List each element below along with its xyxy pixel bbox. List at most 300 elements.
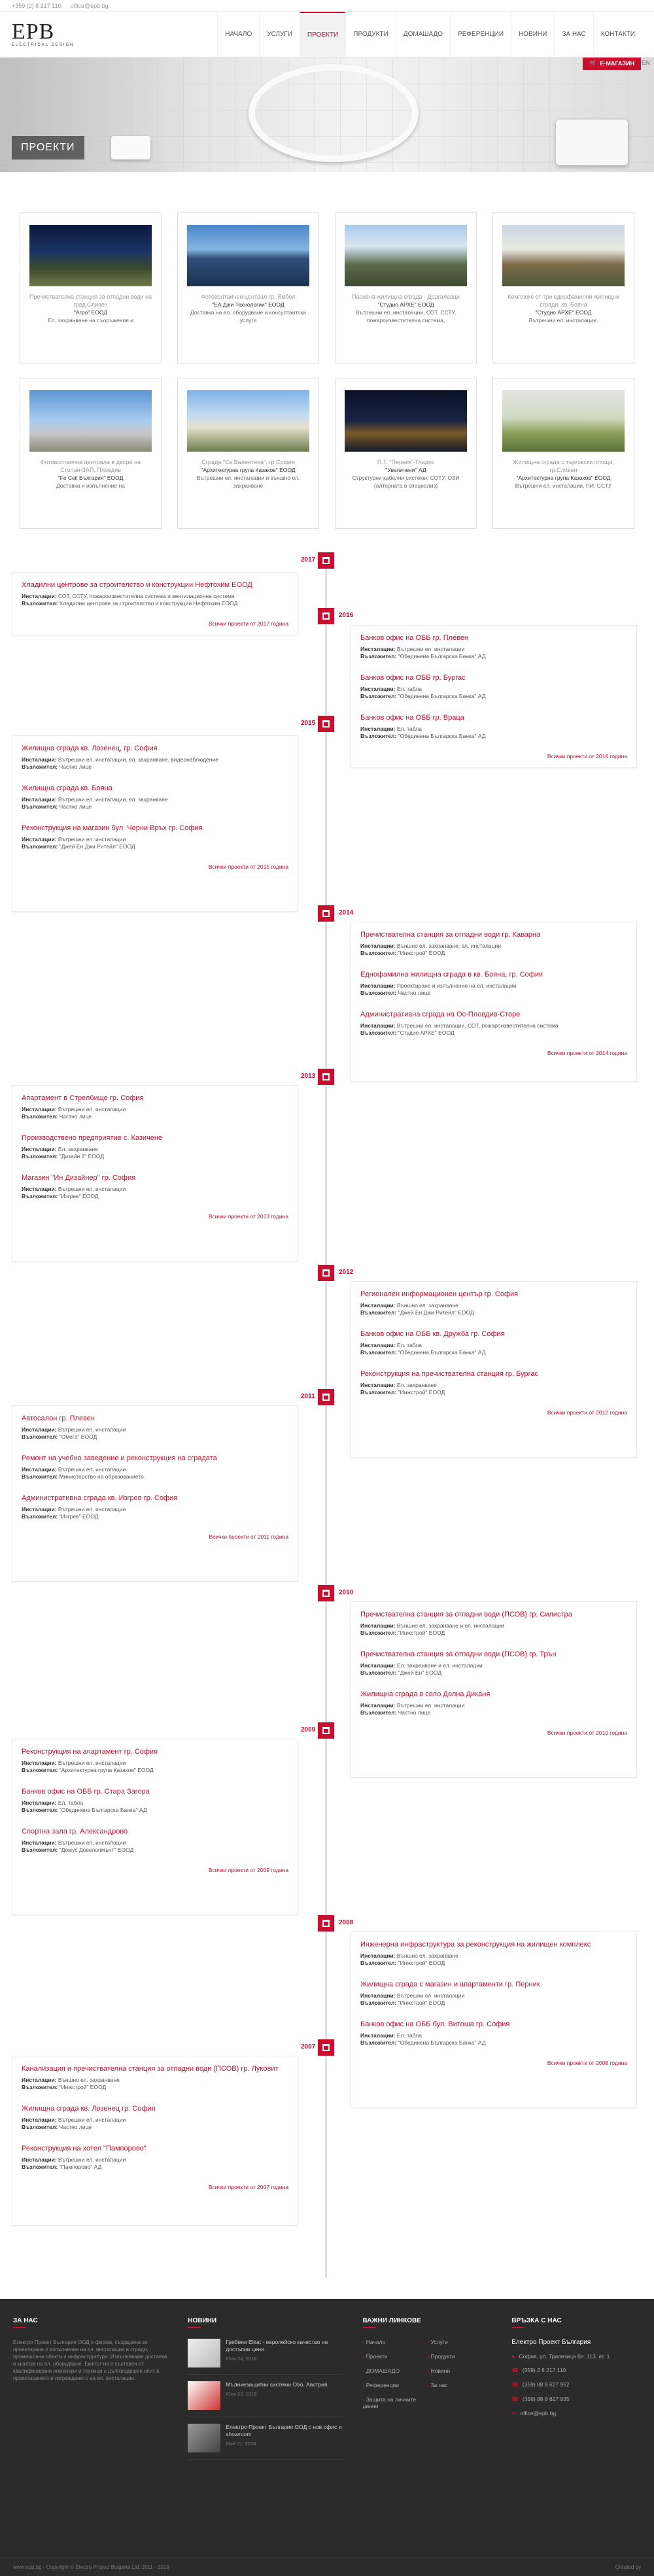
timeline-assignor-row xyxy=(22,843,288,850)
install-value: Вътрешни ел. инсталации xyxy=(58,1839,126,1846)
assignor-label: Възложител: xyxy=(360,1349,397,1356)
timeline-project-title[interactable]: Реконструкция на пречиствателна станция гр. Бургас xyxy=(360,1370,538,1378)
language-switch[interactable]: EN xyxy=(642,59,650,66)
project-title: Фотоволтаична централа в двора на Стопан-ЗАП, Пловдив xyxy=(40,459,141,473)
timeline-project[interactable] xyxy=(22,580,288,607)
timeline-install-row xyxy=(360,1342,627,1349)
install-label: Инсталации: xyxy=(22,2116,57,2123)
timeline-project-title[interactable]: Регионален информационен център гр. София xyxy=(360,1290,519,1298)
timeline-assignor-row xyxy=(360,1960,627,1967)
timeline-assignor-row xyxy=(360,1669,627,1677)
news-item[interactable] xyxy=(188,2424,343,2460)
timeline-project[interactable] xyxy=(22,784,288,811)
timeline-box xyxy=(12,1739,298,1915)
footer-about-text: Електро Проект България ООД е фирма, създадена за проектиране и изпълнение на ел. инсталации в сгради, промишлени обекти и инфраструктура. Изпълняваме доставка и монтаж на ел. оборудване. Екипът ни е съставен от квалифицирани инженери и техници с дългогодишен опит в проектирането и изграждането на ел. инсталации. xyxy=(13,2339,167,2381)
timeline-project-title[interactable]: Автосалон гр. Плевен xyxy=(22,1414,95,1422)
footer xyxy=(0,2299,654,2576)
timeline-project[interactable] xyxy=(22,2104,288,2131)
install-value: Вътрешни ел. инсталации xyxy=(58,2116,126,2123)
all-projects-link[interactable]: Всички проекти от 2017 година xyxy=(208,620,288,627)
all-projects-link[interactable]: Всички проекти от 2014 година xyxy=(547,1050,627,1056)
timeline-install-row xyxy=(22,1426,288,1433)
install-label: Инсталации: xyxy=(360,1302,396,1309)
timeline-project[interactable] xyxy=(360,1010,627,1037)
project-title: П.Т. "Перник"-Гладко xyxy=(377,459,435,465)
install-value: Ел. захранване xyxy=(396,1382,437,1388)
install-value: Ел. захранване и ел. инсталации xyxy=(396,1662,483,1669)
footer-about xyxy=(13,2317,168,2466)
assignor-label: Възложител: xyxy=(22,2124,58,2130)
install-label: Инсталации: xyxy=(22,1466,57,1473)
footer-link[interactable]: › Проекти xyxy=(363,2353,428,2360)
timeline-project-title[interactable]: Жилищна сграда в село Долна Диканя xyxy=(360,1690,490,1698)
timeline-project[interactable] xyxy=(22,1827,288,1854)
project-card[interactable] xyxy=(177,212,319,363)
all-projects-link[interactable]: Всички проекти от 2009 година xyxy=(208,1867,288,1873)
address-text: София, ул. Трапезица бл. 113, ет. 1 xyxy=(519,2353,610,2360)
timeline-project[interactable] xyxy=(22,2144,288,2171)
mobile-text[interactable]: (359) 88 8 627 952 xyxy=(522,2381,570,2388)
footer-about-title: ЗА НАС xyxy=(13,2317,168,2328)
project-description: Вътрешни ел. инсталации, ПИ, ССТУ xyxy=(515,482,612,489)
project-client: "ЕА Джи Технологии" ЕООД xyxy=(212,301,284,308)
assignor-value: "Пампорово" АД xyxy=(59,2164,102,2170)
timeline-project[interactable] xyxy=(22,824,288,850)
install-value: Вътрешни ел. инсталации xyxy=(58,1186,126,1192)
project-image xyxy=(502,225,625,286)
timeline-project[interactable] xyxy=(22,1494,288,1520)
install-value: Ел. табла xyxy=(396,686,422,692)
timeline-install-row xyxy=(360,1992,627,1999)
calendar-icon xyxy=(322,1920,330,1927)
project-card[interactable] xyxy=(335,212,477,363)
assignor-value: "Джей Ен Джи Ритейл" ЕООД xyxy=(398,1309,474,1316)
project-title: Жилищна сграда с търговски площи, гр.Сливен xyxy=(513,459,614,473)
timeline-project[interactable] xyxy=(360,2020,627,2047)
install-label: Инсталации: xyxy=(22,1506,57,1513)
timeline-project-title[interactable]: Пречиствателна станция за отпадни води (ПСОВ) гр. Трън xyxy=(360,1650,557,1658)
timeline-project-title[interactable]: Жилищна сграда с магазин и апартаменти гр. Перник xyxy=(360,1981,540,1988)
timeline-project[interactable] xyxy=(360,1690,627,1716)
timeline-project-title[interactable]: Банков офис на ОББ кв. Дружба гр. София xyxy=(360,1330,505,1338)
project-client: "Fe Ceil България" ЕООД xyxy=(58,475,124,481)
timeline-project[interactable] xyxy=(22,1133,288,1160)
timeline-project-title[interactable]: Инженерна инфраструктура за реконструкция на жилищен комплекс xyxy=(360,1941,591,1949)
project-image xyxy=(187,225,309,286)
timeline-project-title[interactable]: Канализация и пречиствателна станция за отпадни води (ПСОВ) гр. Луковит xyxy=(22,2065,279,2073)
email-text[interactable]: office@epb.bg xyxy=(520,2410,557,2417)
timeline-project[interactable] xyxy=(22,1094,288,1120)
timeline-assignor-row xyxy=(360,653,627,660)
news-item[interactable] xyxy=(188,2381,343,2417)
timeline-project[interactable] xyxy=(360,713,627,740)
assignor-label: Възложител: xyxy=(22,2084,58,2090)
install-label: Инсталации: xyxy=(360,2032,396,2039)
timeline-install-row xyxy=(22,1146,288,1153)
assignor-label: Възложител: xyxy=(360,1709,397,1716)
timeline-project[interactable] xyxy=(22,1787,288,1814)
footer-contact xyxy=(511,2317,641,2466)
install-value: Вътрешни ел. инсталации xyxy=(58,836,126,843)
install-label: Инсталации: xyxy=(22,756,57,763)
assignor-value: Хладилни центрове за строителство и конструкции Нефтохим ЕООД xyxy=(59,600,238,607)
assignor-label: Възложител: xyxy=(22,1113,58,1120)
project-description: Доставка и изпълнение на xyxy=(56,482,125,489)
timeline-assignor-row xyxy=(22,2164,288,2171)
assignor-label: Възложител: xyxy=(22,1193,58,1199)
year-badge xyxy=(318,1722,334,1739)
timeline-project-title[interactable]: Магазин "Ин Дизайнер" гр. София xyxy=(22,1174,136,1182)
timeline-assignor-row xyxy=(22,1807,288,1814)
timeline-project-title[interactable]: Жилищна сграда кв. Бояна xyxy=(22,784,112,792)
assignor-label: Възложител: xyxy=(22,1767,58,1773)
project-client: "Студио АРХЕ" ЕООД xyxy=(535,309,592,316)
timeline-project[interactable] xyxy=(360,930,627,957)
project-card[interactable] xyxy=(335,378,477,529)
project-image xyxy=(187,390,309,452)
footer-link[interactable]: › За нас xyxy=(427,2382,492,2388)
assignor-value: Частно лице xyxy=(59,803,92,810)
assignor-value: "Обединена Българска Банка" АД xyxy=(398,733,486,739)
timeline-project[interactable] xyxy=(22,1414,288,1441)
timeline-box xyxy=(351,1932,637,2108)
assignor-value: "Изгрев" ЕООД xyxy=(59,1513,99,1520)
project-card[interactable] xyxy=(20,212,162,363)
nav-item-projects[interactable]: ПРОЕКТИ xyxy=(300,12,345,58)
timeline-box xyxy=(12,2056,298,2226)
timeline-assignor-row xyxy=(22,600,288,607)
timeline-install-row xyxy=(360,1302,627,1309)
project-description: Ел. захранване на съоръжения и xyxy=(48,317,133,324)
assignor-label: Възложител: xyxy=(22,2164,58,2170)
install-value: Вътрешни ел. инсталации xyxy=(58,1506,126,1513)
footer-bottom xyxy=(0,2558,654,2576)
phone-icon: ☎ xyxy=(511,2367,519,2373)
timeline-install-row xyxy=(360,1022,627,1029)
install-value: Вътрешни ел. инсталации xyxy=(58,1106,126,1112)
assignor-label: Възложител: xyxy=(360,1999,397,2006)
timeline-project-title[interactable]: Пречиствателна станция за отпадни води гр. Каварна xyxy=(360,931,541,939)
project-image xyxy=(502,390,625,452)
footer-link[interactable]: › Референции xyxy=(363,2382,428,2388)
assignor-value: "Домус Девелопмънт" ЕООД xyxy=(59,1847,134,1853)
timeline-assignor-row xyxy=(360,1349,627,1356)
assignor-label: Възложител: xyxy=(22,1847,58,1853)
project-title: Сграда "Св.Валентина", гр.София xyxy=(201,459,295,465)
all-projects-link[interactable]: Всички проекти от 2016 година xyxy=(547,753,627,760)
assignor-label: Възложител: xyxy=(22,803,58,810)
year-label: 2009 xyxy=(301,1726,316,1733)
news-date: Юни 22, 2018 xyxy=(226,2391,257,2397)
email-text[interactable]: office@epb.bg xyxy=(70,2,109,9)
all-projects-link[interactable]: Всички проекти от 2013 година xyxy=(208,1213,288,1220)
timeline-install-row xyxy=(360,982,627,990)
nav-item-contacts[interactable]: КОНТАКТИ xyxy=(593,12,642,58)
assignor-value: "Обединена Българска Банка" АД xyxy=(59,1807,147,1813)
year-label: 2015 xyxy=(301,720,316,727)
timeline-project[interactable] xyxy=(360,1369,627,1396)
calendar-icon xyxy=(322,910,330,917)
calendar-icon xyxy=(322,557,330,564)
phone-text[interactable]: (359) 2 8 217 110 xyxy=(522,2367,566,2373)
assignor-label: Възложител: xyxy=(360,2039,397,2046)
timeline-project-title[interactable]: Ремонт на учебно заведение и реконструкция на сградата xyxy=(22,1454,217,1462)
company-name: Електро Проект България xyxy=(511,2339,591,2346)
timeline-project[interactable] xyxy=(22,744,288,771)
logo-sub: ELECTRICAL DESIGN xyxy=(12,42,75,47)
timeline-install-row xyxy=(360,2032,627,2039)
timeline-assignor-row xyxy=(360,990,627,997)
timeline-project[interactable] xyxy=(360,1650,627,1677)
timeline-assignor-row xyxy=(22,1767,288,1774)
assignor-value: Частно лице xyxy=(398,990,431,996)
e-shop-button[interactable] xyxy=(583,58,641,70)
timeline-assignor-row xyxy=(22,803,288,811)
install-label: Инсталации: xyxy=(22,1760,57,1766)
news-date: Юли 24, 2018 xyxy=(226,2356,257,2362)
assignor-value: "Архитектурна група Казаков" ЕООД xyxy=(59,1767,154,1773)
header xyxy=(0,12,654,58)
timeline-project-title[interactable]: Жилищна сграда кв. Лозенец гр. София xyxy=(22,2105,156,2113)
timeline-project[interactable] xyxy=(360,1330,627,1356)
timeline-assignor-row xyxy=(22,763,288,771)
footer-link[interactable]: › Новини xyxy=(427,2367,492,2374)
assignor-label: Възложител: xyxy=(22,763,58,770)
install-label: Инсталации: xyxy=(360,1952,396,1959)
project-title: Пасивна жилищна сграда - Драгалевци xyxy=(352,293,460,300)
timeline-project[interactable] xyxy=(22,2064,288,2091)
timeline-project[interactable] xyxy=(360,1610,627,1637)
project-card[interactable] xyxy=(492,212,634,363)
install-label: Инсталации: xyxy=(360,1662,396,1669)
timeline-install-row xyxy=(360,943,627,950)
timeline-install-row xyxy=(22,2156,288,2164)
timeline-project-title[interactable]: Спортна зала гр. Александрово xyxy=(22,1828,128,1835)
assignor-value: "Обединена Българска Банка" АД xyxy=(398,653,486,660)
year-label: 2014 xyxy=(339,909,354,916)
timeline-project-title[interactable]: Банков офис на ОББ гр. Стара Загора xyxy=(22,1788,150,1796)
timeline-project-title[interactable]: Банков офис на ОББ гр. Плевен xyxy=(360,634,469,642)
install-value: Вътрешни ел. инсталации xyxy=(58,1760,126,1766)
timeline-box xyxy=(12,572,298,635)
assignor-label: Възложител: xyxy=(360,733,397,739)
project-title: Комплекс от три еднофамилни жилищни сгради, кв. Бояна xyxy=(508,293,619,308)
timeline-project-title[interactable]: Жилищна сграда кв. Лозенец, гр. София xyxy=(22,744,158,752)
project-card[interactable] xyxy=(177,378,319,529)
project-card[interactable] xyxy=(20,378,162,529)
timeline-install-row xyxy=(22,593,288,600)
assignor-label: Възложител: xyxy=(360,950,397,956)
assignor-value: Частно лице xyxy=(59,763,92,770)
assignor-value: "Джей Ен" ЕООД xyxy=(398,1669,442,1676)
install-value: Проектиране и изпълнение на ел. инсталации xyxy=(396,982,517,989)
calendar-icon xyxy=(322,1394,330,1401)
assignor-value: "Дизайн 2" ЕООД xyxy=(59,1153,105,1160)
timeline-install-row xyxy=(22,2116,288,2124)
install-value: Ел. захранване xyxy=(58,1146,98,1152)
timeline-project-title[interactable]: Реконструкция на магазин бул. Черни Връх гр. София xyxy=(22,824,203,832)
timeline-assignor-row xyxy=(360,1309,627,1316)
news-thumbnail xyxy=(188,2381,220,2410)
project-image xyxy=(345,225,467,286)
timeline-project[interactable] xyxy=(360,1290,627,1316)
assignor-value: "Омега" ЕООД xyxy=(59,1433,97,1440)
timeline-project-title[interactable]: Административна сграда кв. Изгрев гр. София xyxy=(22,1494,178,1502)
nav-item-home[interactable]: НАЧАЛО xyxy=(217,12,259,58)
timeline-assignor-row xyxy=(22,2124,288,2131)
all-projects-link[interactable]: Всички проекти от 2010 година xyxy=(547,1730,627,1736)
timeline-assignor-row xyxy=(360,950,627,957)
project-client: "Студио АРХЕ" ЕООД xyxy=(377,301,434,308)
nav-item-products[interactable]: ПРОДУКТИ xyxy=(345,12,396,58)
install-value: Вътрешни ел. инсталации, СОТ, пожароизвестителна система xyxy=(396,1022,559,1029)
install-label: Инсталации: xyxy=(360,1382,396,1388)
year-label: 2016 xyxy=(339,612,354,619)
install-label: Инсталации: xyxy=(360,1342,396,1348)
assignor-value: Министерство на образованието xyxy=(59,1473,144,1480)
email-icon: ✉ xyxy=(511,2410,517,2417)
install-value: Ел. табла xyxy=(58,1799,83,1806)
footer-link[interactable]: › ДОМАШАДО xyxy=(363,2367,428,2374)
calendar-icon xyxy=(322,2044,330,2051)
timeline-assignor-row xyxy=(360,2039,627,2047)
nav-item-downloads[interactable]: ДОМАШАДО xyxy=(396,12,450,58)
timeline-assignor-row xyxy=(360,1630,627,1637)
install-value: Вътрешни ел. инсталации xyxy=(58,2156,126,2163)
timeline-project-title[interactable]: Реконструкция на хотел "Пампорово" xyxy=(22,2145,146,2152)
credit-text: Created by xyxy=(615,2564,641,2570)
timeline-project-title[interactable]: Банков офис на ОББ гр. Враца xyxy=(360,714,464,722)
project-client: "Агро" ЕООД xyxy=(73,309,108,316)
assignor-label: Възложител: xyxy=(22,1513,58,1520)
all-projects-link[interactable]: Всички проекти от 2011 година xyxy=(209,1533,288,1540)
timeline-install-row xyxy=(22,1799,288,1807)
timeline-project[interactable] xyxy=(22,1454,288,1480)
assignor-value: "Инжстрой" ЕООД xyxy=(398,1630,445,1636)
assignor-label: Възложител: xyxy=(360,1960,397,1966)
timeline-assignor-row xyxy=(360,1999,627,2007)
timeline-project-title[interactable]: Еднофамилна жилищна сграда в кв. Бояна, гр. София xyxy=(360,971,543,979)
install-label: Инсталации: xyxy=(22,593,57,599)
timeline-assignor-row xyxy=(22,1847,288,1854)
footer-link[interactable]: › Начало xyxy=(363,2339,428,2345)
assignor-label: Възложител: xyxy=(22,600,58,607)
install-value: Вътрешни ел. инсталации, ел. захранване xyxy=(58,796,168,803)
assignor-label: Възложител: xyxy=(360,1029,397,1036)
install-label: Инсталации: xyxy=(22,1186,57,1192)
timeline-project-title[interactable]: Апартамент в Стрелбище гр. София xyxy=(22,1094,144,1102)
all-projects-link[interactable]: Всички проекти от 2008 година xyxy=(547,2060,627,2066)
project-title: Фотоволтаичен централ гр. Ямбол xyxy=(201,293,296,300)
timeline-project[interactable] xyxy=(22,1747,288,1774)
footer-link[interactable]: › Услуги xyxy=(427,2339,492,2345)
install-value: Ел. табла xyxy=(396,1342,422,1348)
calendar-icon xyxy=(322,1073,330,1080)
install-value: СОТ, ССТУ, пожароизвестителна система и вентилационна система xyxy=(58,593,235,599)
install-value: Външно ел. захранване и ел. инсталации xyxy=(396,1622,504,1629)
year-label: 2007 xyxy=(301,2043,316,2050)
project-title: Пречиствателна станция за отпадни води на град Сливен xyxy=(29,293,152,308)
assignor-label: Възложител: xyxy=(22,1807,58,1813)
install-label: Инсталации: xyxy=(360,982,396,989)
timeline-project[interactable] xyxy=(360,1980,627,2007)
projects-timeline xyxy=(0,552,654,2278)
topbar xyxy=(0,0,654,12)
nav-item-news[interactable]: НОВИНИ xyxy=(511,12,554,58)
timeline-project-title[interactable]: Банков офис на ОББ гр. Бургас xyxy=(360,674,466,682)
phone-text[interactable]: +359 (2) 8 217 110 xyxy=(12,2,61,9)
assignor-label: Възложител: xyxy=(360,1389,397,1396)
project-image xyxy=(29,225,152,286)
install-value: Вътрешни ел. инсталации, ел. захранване, видеонаблюдение xyxy=(58,756,218,763)
assignor-label: Възложител: xyxy=(22,843,58,850)
timeline-install-row xyxy=(22,1186,288,1193)
project-card[interactable] xyxy=(492,378,634,529)
assignor-value: Частно лице xyxy=(59,1113,92,1120)
install-label: Инсталации: xyxy=(22,1106,57,1112)
assignor-value: "Изгрев" ЕООД xyxy=(59,1193,99,1199)
timeline-assignor-row xyxy=(22,1193,288,1200)
timeline-project-title[interactable]: Банков офис на ОББ бул. Витоша гр. София xyxy=(360,2020,510,2028)
nav-item-references[interactable]: РЕФЕРЕНЦИИ xyxy=(450,12,511,58)
timeline-project-title[interactable]: Производствено предприятие с. Казичене xyxy=(22,1134,163,1142)
nav-item-services[interactable]: УСЛУГИ xyxy=(259,12,300,58)
timeline-assignor-row xyxy=(360,1389,627,1396)
socket-image xyxy=(556,120,628,165)
e-shop-label: Е-МАГАЗИН xyxy=(600,59,634,67)
install-value: Вътрешни ел. инсталации xyxy=(396,1702,465,1709)
nav-item-about[interactable]: ЗА НАС xyxy=(554,12,593,58)
install-label: Инсталации: xyxy=(360,1702,396,1709)
timeline-install-row xyxy=(22,1839,288,1847)
timeline-project[interactable] xyxy=(360,970,627,997)
assignor-value: Частно лице xyxy=(59,2124,92,2130)
timeline-project-title[interactable]: Пречиствателна станция за отпадни води (ПСОВ) гр. Силистра xyxy=(360,1611,572,1618)
install-label: Инсталации: xyxy=(22,2077,57,2083)
all-projects-link[interactable]: Всички проекти от 2012 година xyxy=(547,1409,627,1416)
timeline-project[interactable] xyxy=(360,673,627,700)
all-projects-link[interactable]: Всички проекти от 2007 година xyxy=(208,2184,288,2190)
project-description: Вътрешни ел. инсталации, СОТ, ССТУ, пожароизвестителна система, xyxy=(355,309,456,324)
mobile-icon: ☎ xyxy=(511,2396,519,2402)
timeline-install-row xyxy=(22,836,288,843)
footer-link[interactable]: › Продукти xyxy=(427,2353,492,2360)
footer-link[interactable]: › Защита на личните данни xyxy=(363,2396,428,2409)
timeline-project-title[interactable]: Административна сграда на Ос-Пловдив-Сторе xyxy=(360,1011,521,1018)
timeline-project[interactable] xyxy=(22,1173,288,1200)
timeline-install-row xyxy=(360,1382,627,1389)
timeline-project[interactable] xyxy=(360,1940,627,1967)
year-label: 2010 xyxy=(339,1589,354,1596)
news-item[interactable] xyxy=(188,2339,343,2375)
install-label: Инсталации: xyxy=(360,943,396,949)
logo[interactable] xyxy=(12,19,75,48)
assignor-label: Възложител: xyxy=(360,693,397,699)
copyright-text: www.epb.bg - Copyright © Electro Project Bulgaria Ltd. 2011 - 2019 xyxy=(13,2564,169,2570)
timeline-project[interactable] xyxy=(360,633,627,660)
assignor-value: "Джей Ен Джи Ритейл" ЕООД xyxy=(59,843,135,850)
timeline-install-row xyxy=(360,1622,627,1630)
timeline-project-title[interactable]: Реконструкция на апартамент гр. София xyxy=(22,1748,158,1756)
timeline-project-title[interactable]: Хладилни центрове за строителство и конструкции Нефтохим ЕООД xyxy=(22,581,252,589)
install-label: Инсталации: xyxy=(360,1992,396,1999)
install-label: Инсталации: xyxy=(22,1799,57,1806)
all-projects-link[interactable]: Всички проекти от 2015 година xyxy=(208,863,288,870)
mobile-text[interactable]: (359) 88 8 627 935 xyxy=(522,2396,570,2402)
timeline-assignor-row xyxy=(22,1113,288,1120)
install-value: Външно ел. захранване xyxy=(58,2077,120,2083)
timeline-assignor-row xyxy=(22,1513,288,1520)
